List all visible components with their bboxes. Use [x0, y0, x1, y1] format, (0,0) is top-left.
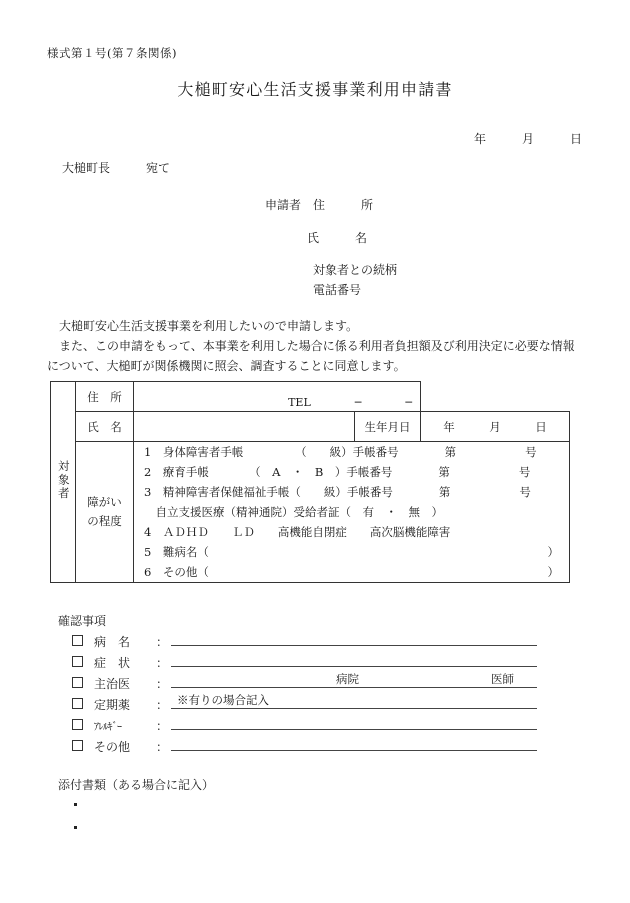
- confirmation-input[interactable]: [171, 695, 537, 709]
- medication-note: ※有りの場合記入: [177, 693, 270, 707]
- hospital-label: 病院: [336, 672, 360, 686]
- confirmation-label: 病 名: [94, 635, 131, 649]
- body-paragraph-2: また、この申請をもって、本事業を利用した場合に係る利用者負担額及び利用決定に必要な情報について、大槌町が関係機関に照会、調査することに同意します。: [47, 339, 575, 373]
- form-number: 様式第１号(第７条関係): [47, 46, 177, 60]
- degree-item: [134, 442, 569, 462]
- checkbox-icon[interactable]: [72, 635, 83, 646]
- confirmation-input[interactable]: [171, 674, 537, 688]
- degree-item-text: ＡＤＨＤ ＬＤ 高機能自閉症 高次脳機能障害: [162, 525, 451, 539]
- subject-table: [50, 381, 570, 583]
- confirmation-input[interactable]: [171, 737, 537, 751]
- degree-item-sub: [134, 502, 569, 522]
- degree-item-text: その他（: [162, 565, 209, 579]
- bullet-icon: [74, 803, 77, 806]
- table-row-address: [51, 382, 570, 412]
- applicant-phone-label: 電話番号: [313, 283, 362, 297]
- subject-vertical-label-text: 対象者: [56, 460, 71, 501]
- degree-item: [134, 482, 569, 502]
- confirmation-colon: ：: [156, 719, 169, 733]
- dob-value-cell[interactable]: 年 月 日: [421, 412, 570, 442]
- degree-item-no: 5: [144, 545, 152, 559]
- name-value-cell[interactable]: [134, 412, 355, 442]
- address-label-cell: 住 所: [76, 382, 134, 412]
- tel-label: TEL ─ ─: [288, 396, 412, 409]
- degree-label-cell: [76, 442, 134, 583]
- degree-label-line2: の程度: [87, 514, 122, 528]
- checkbox-icon[interactable]: [72, 740, 83, 751]
- table-row-degree: [51, 442, 570, 583]
- degree-item-close: ）: [547, 565, 559, 579]
- confirmation-row-medication: [72, 695, 537, 715]
- page-title: 大槌町安心生活支援事業利用申請書: [177, 80, 453, 99]
- degree-item-no: 6: [144, 565, 152, 579]
- subject-vertical-label: [51, 382, 76, 583]
- degree-item: [134, 462, 569, 482]
- confirmation-label: ｱﾚﾙｷﾞｰ: [94, 722, 122, 733]
- checkbox-icon[interactable]: [72, 698, 83, 709]
- applicant-relation-label: 対象者との続柄: [313, 263, 398, 277]
- confirmation-colon: ：: [156, 677, 169, 691]
- table-row-name: [51, 412, 570, 442]
- degree-item-text: 精神障害者保健福祉手帳（ 級）手帳番号 第 号: [162, 485, 531, 499]
- degree-item-text: 自立支援医療（精神通院）受給者証（ 有 ・ 無 ）: [155, 505, 443, 519]
- confirmation-label: 定期薬: [94, 698, 131, 712]
- date-line: 年 月 日: [473, 132, 582, 146]
- applicant-address-label: 申請者 住 所: [265, 198, 374, 212]
- degree-label-line1: 障がい: [87, 495, 122, 509]
- dob-label-cell: 生年月日: [355, 412, 421, 442]
- doctor-label: 医師: [491, 672, 515, 686]
- confirmation-colon: ：: [156, 635, 169, 649]
- degree-item-text: 療育手帳 （ A ・ B ）手帳番号 第 号: [162, 465, 531, 479]
- addressee-line: 大槌町長 宛て: [62, 161, 171, 175]
- degree-item: [134, 562, 569, 582]
- degree-item-no: 3: [144, 485, 152, 499]
- attachments-title: 添付書類（ある場合に記入）: [58, 778, 215, 792]
- confirmation-title: 確認事項: [58, 614, 107, 628]
- confirmation-colon: ：: [156, 698, 169, 712]
- confirmation-row-disease: [72, 632, 537, 652]
- degree-item-no: 4: [144, 525, 152, 539]
- checkbox-icon[interactable]: [72, 719, 83, 730]
- attachment-item[interactable]: [74, 818, 77, 832]
- confirmation-row-doctor: [72, 674, 537, 694]
- checkbox-icon[interactable]: [72, 656, 83, 667]
- name-label-cell: 氏 名: [76, 412, 134, 442]
- applicant-name-label: 氏 名: [307, 231, 368, 245]
- confirmation-colon: ：: [156, 740, 169, 754]
- confirmation-label: その他: [94, 740, 131, 754]
- confirmation-row-symptom: [72, 653, 537, 673]
- degree-item: [134, 542, 569, 562]
- attachment-item[interactable]: [74, 795, 77, 809]
- confirmation-row-other: [72, 737, 537, 757]
- confirmation-row-allergy: [72, 716, 537, 736]
- checkbox-icon[interactable]: [72, 677, 83, 688]
- degree-item-close: ）: [547, 545, 559, 559]
- degree-item-no: 1: [144, 445, 152, 459]
- body-paragraph-1: 大槌町安心生活支援事業を利用したいので申請します。: [59, 319, 359, 333]
- confirmation-input[interactable]: [171, 653, 537, 667]
- address-value-cell[interactable]: [134, 382, 421, 412]
- degree-item-text: 難病名（: [162, 545, 209, 559]
- bullet-icon: [74, 826, 77, 829]
- confirmation-colon: ：: [156, 656, 169, 670]
- degree-item-text: 身体障害者手帳 （ 級）手帳番号 第 号: [162, 445, 537, 459]
- confirmation-input[interactable]: [171, 716, 537, 730]
- degree-items-cell[interactable]: [134, 442, 570, 583]
- confirmation-label: 主治医: [94, 677, 131, 691]
- confirmation-label: 症 状: [94, 656, 131, 670]
- degree-item-no: 2: [144, 465, 152, 479]
- confirmation-input[interactable]: [171, 632, 537, 646]
- degree-item: [134, 522, 569, 542]
